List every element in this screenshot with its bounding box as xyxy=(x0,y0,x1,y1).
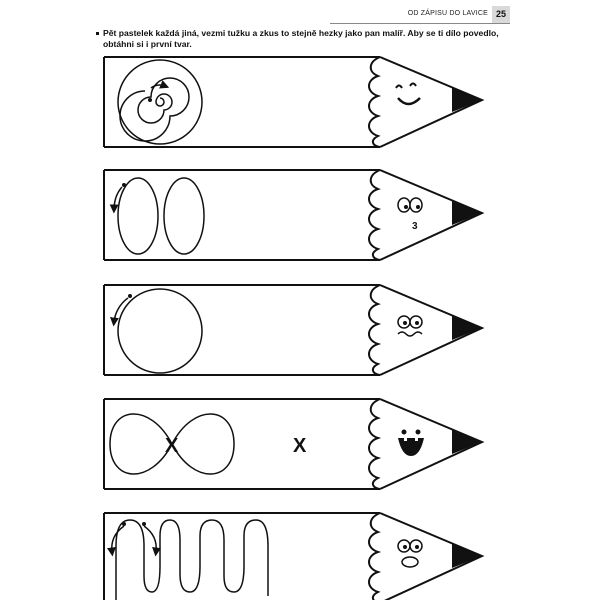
wave-loops-shape xyxy=(112,520,268,600)
spiral-shape xyxy=(118,60,202,144)
pencil-tip xyxy=(452,201,482,225)
pencil-tip xyxy=(452,544,482,568)
circle-shape xyxy=(114,289,202,373)
pencil-body xyxy=(104,170,380,260)
pencil-scallop xyxy=(369,57,380,147)
laughing-face-icon xyxy=(398,430,424,457)
surprised-face-icon xyxy=(398,198,422,232)
cross-mark: X xyxy=(293,435,307,457)
pencil-1 xyxy=(104,57,482,147)
pencil-scallop xyxy=(369,285,380,375)
dizzy-face-icon xyxy=(398,540,422,567)
pencil-body xyxy=(104,57,380,147)
surprised-mouth-label: 3 xyxy=(412,221,418,232)
page-number: 25 xyxy=(492,6,510,23)
pencil-scallop xyxy=(369,399,380,489)
smiling-face-icon xyxy=(396,84,420,105)
pencil-tip xyxy=(452,430,482,454)
pencil-body xyxy=(104,285,380,375)
two-ovals-shape xyxy=(114,178,204,254)
pencil-3 xyxy=(104,285,482,375)
worried-face-icon xyxy=(398,316,422,336)
pencil-tip xyxy=(452,88,482,112)
pencil-5 xyxy=(104,513,482,600)
pencil-body xyxy=(104,399,380,489)
figure-eight-shape xyxy=(110,414,307,474)
start-cross-mark: X xyxy=(165,435,179,457)
pencil-4 xyxy=(104,399,482,489)
pencil-2 xyxy=(104,170,482,260)
section-title: OD ZÁPISU DO LAVICE xyxy=(407,10,488,17)
pencil-scallop xyxy=(369,170,380,260)
pencil-scallop xyxy=(369,513,380,600)
pencil-tip xyxy=(452,316,482,340)
instruction-text: Pět pastelek každá jiná, vezmi tužku a zkus to stejně hezky jako pan malíř. Aby se ti dílo povedlo, obtáhni si i první tvar. xyxy=(103,28,499,49)
